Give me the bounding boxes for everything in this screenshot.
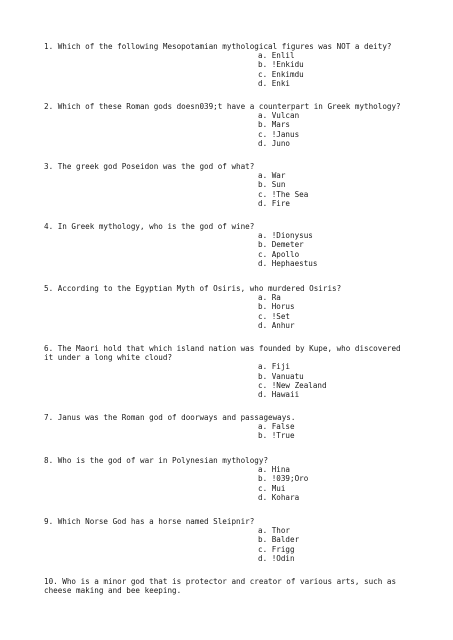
answer-option: d. Fire (258, 198, 291, 208)
answer-option: c. !Janus (258, 129, 300, 139)
question-text: 8. Who is the god of war in Polynesian mythology? (44, 456, 269, 465)
question-text: 10. Who is a minor god that is protector and creator of various arts, such as cheese making and bee keeping. (44, 577, 397, 596)
answer-option: c. Apollo (258, 249, 300, 259)
question-9 (44, 517, 404, 563)
answer-option: a. Vulcan (258, 111, 300, 121)
answer-option: d. Enki (258, 78, 291, 88)
answer-option: b. !Enkidu (258, 60, 304, 70)
answer-option: c. Enkimdu (258, 69, 304, 79)
question-text: 3. The greek god Poseidon was the god of what? (44, 162, 255, 171)
answer-option: d. !Odin (258, 553, 295, 563)
answer-options (258, 171, 404, 208)
answer-option: a. False (258, 422, 295, 432)
question-4 (44, 222, 404, 268)
question-text: 9. Which Norse God has a horse named Sleipnir? (44, 517, 255, 526)
answer-option: b. Demeter (258, 240, 304, 250)
question-text: 6. The Maori hold that which island nation was founded by Kupe, who discovered it under a long white cloud? (44, 344, 401, 363)
question-8 (44, 456, 404, 502)
answer-option: d. Hephaestus (258, 258, 318, 268)
answer-options (258, 465, 404, 502)
answer-option: c. Mui (258, 483, 286, 493)
question-10 (44, 577, 404, 595)
answer-option: b. Balder (258, 535, 300, 545)
answer-option: d. Anhur (258, 320, 295, 330)
question-2 (44, 102, 404, 148)
question-1 (44, 42, 404, 88)
answer-options (258, 111, 404, 148)
answer-option: a. Hina (258, 465, 291, 475)
question-text: 1. Which of the following Mesopotamian mythological figures was NOT a deity? (44, 42, 392, 51)
answer-option: d. Kohara (258, 492, 300, 502)
question-text: 4. In Greek mythology, who is the god of wine? (44, 222, 255, 231)
answer-option: b. !True (258, 431, 295, 441)
answer-option: c. !The Sea (258, 189, 309, 199)
answer-option: c. !New Zealand (258, 380, 327, 390)
answer-option: a. Enlil (258, 51, 295, 61)
answer-option: b. Mars (258, 120, 291, 130)
answer-options (258, 293, 404, 330)
answer-options (258, 526, 404, 563)
question-3 (44, 162, 404, 208)
answer-option: a. !Dionysus (258, 231, 313, 241)
answer-option: b. !039;Oro (258, 474, 309, 484)
answer-option: d. Hawaii (258, 390, 300, 400)
answer-option: b. Vanuatu (258, 371, 304, 381)
question-7 (44, 413, 404, 441)
answer-option: c. !Set (258, 311, 291, 321)
answer-option: d. Juno (258, 138, 291, 148)
answer-option: a. Thor (258, 526, 291, 536)
answer-option: c. Frigg (258, 544, 295, 554)
answer-options (258, 231, 404, 268)
answer-options (258, 422, 404, 440)
answer-option: b. Horus (258, 302, 295, 312)
question-text: 2. Which of these Roman gods doesn039;t have a counterpart in Greek mythology? (44, 102, 401, 111)
question-5 (44, 284, 404, 330)
question-text: 7. Janus was the Roman god of doorways and passageways. (44, 413, 296, 422)
answer-option: a. Fiji (258, 362, 291, 372)
answer-options (258, 362, 404, 399)
answer-option: b. Sun (258, 180, 286, 190)
answer-options (258, 51, 404, 88)
question-text: 5. According to the Egyptian Myth of Osiris, who murdered Osiris? (44, 284, 342, 293)
answer-option: a. War (258, 171, 286, 181)
answer-option: a. Ra (258, 293, 281, 303)
question-6 (44, 344, 404, 399)
